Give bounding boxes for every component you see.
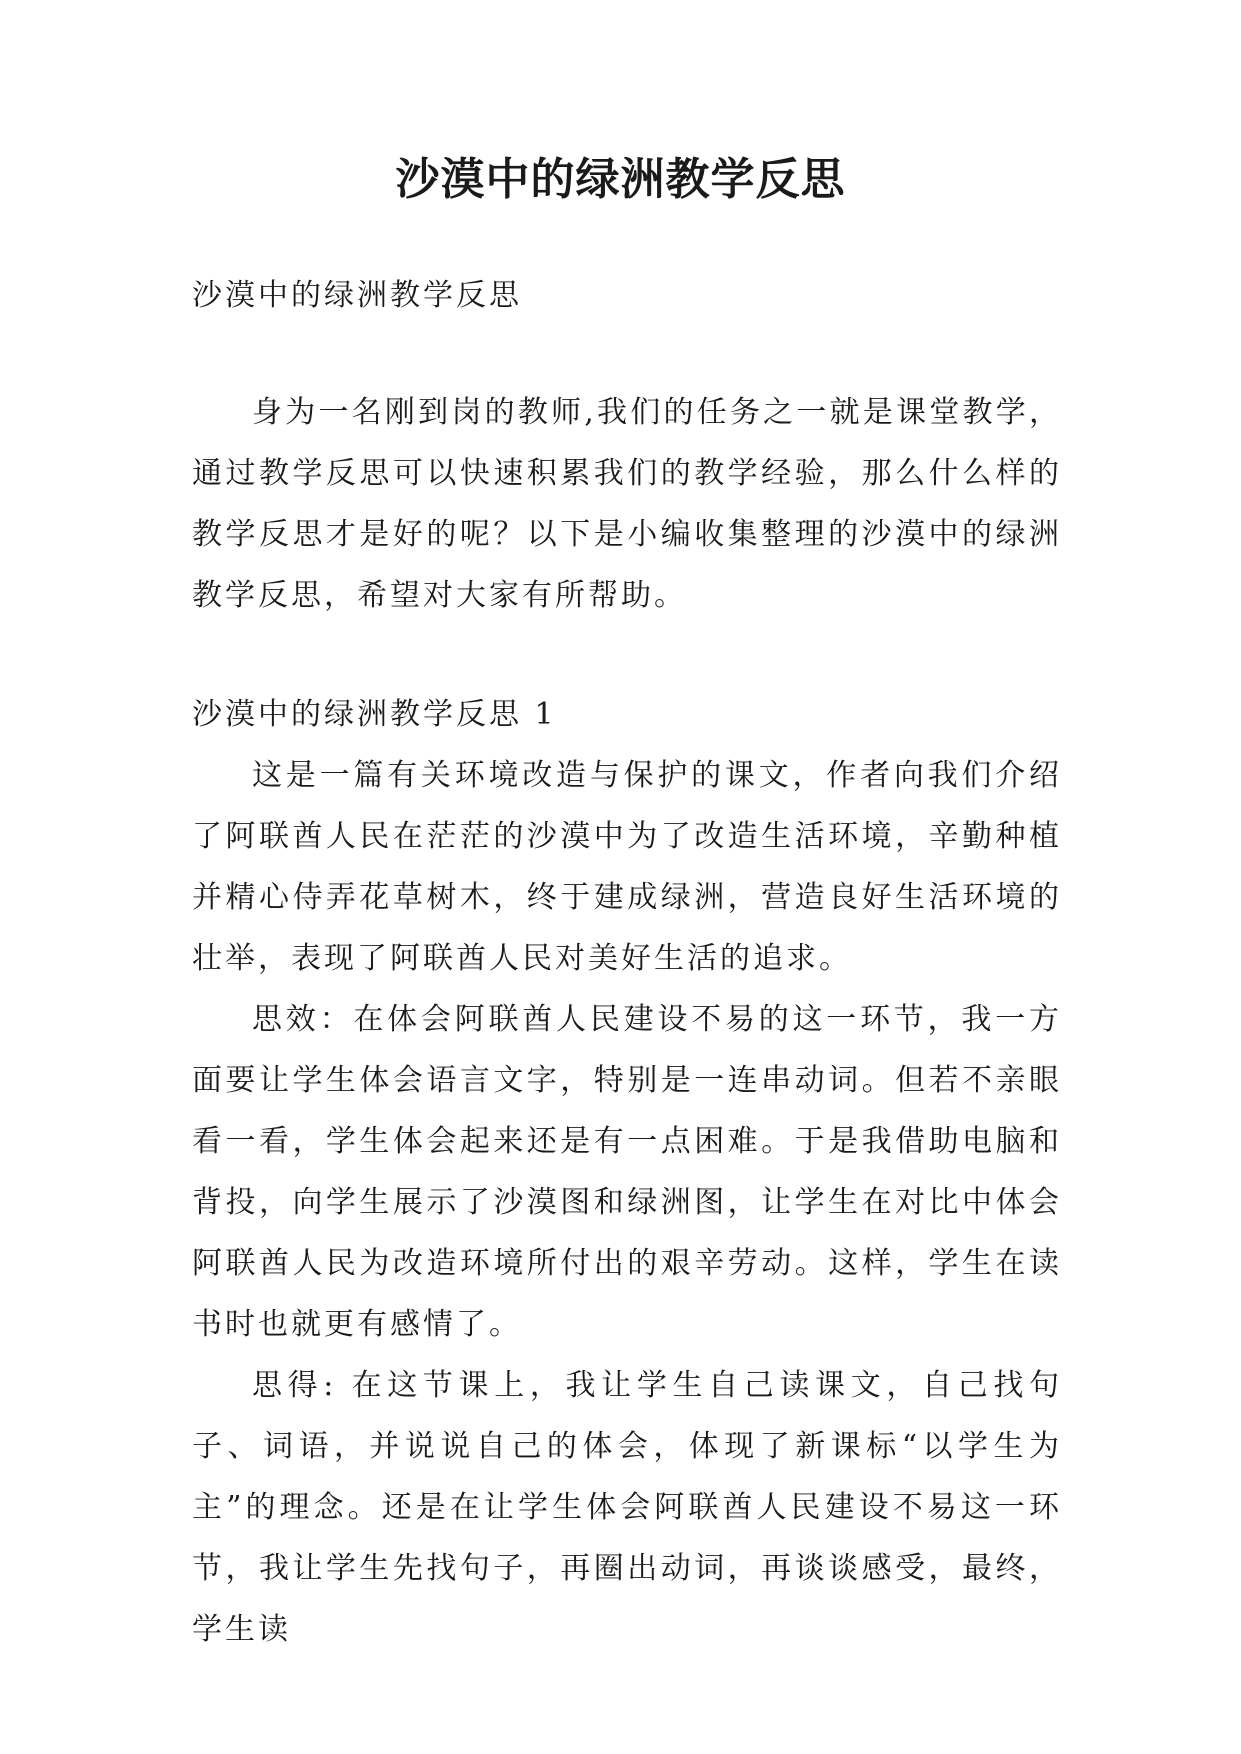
body-paragraph: 这是一篇有关环境改造与保护的课文，作者向我们介绍了阿联酋人民在茫茫的沙漠中为了改造生活环境，辛勤种植并精心侍弄花草树木，终于建成绿洲，营造良好生活环境的壮举，表现了阿联酋人民对美好生活的追求。	[192, 758, 1062, 976]
section-heading: 沙漠中的绿洲教学反思 1	[192, 697, 557, 732]
body-paragraph: 思得: 在这节课上，我让学生自己读课文，自己找句子、词语，并说说自己的体会，体现了新课标“以学生为主”的理念。还是在让学生体会阿联酋人民建设不易这一环节，我让学生先找句子，再圈出动词，再谈谈感受，最终，学生读	[192, 1368, 1062, 1647]
intro-paragraph: 身为一名刚到岗的教师,我们的任务之一就是课堂教学，通过教学反思可以快速积累我们的教学经验，那么什么样的教学反思才是好的呢？以下是小编收集整理的沙漠中的绿洲教学反思，希望对大家有所帮助。	[192, 395, 1062, 613]
document-subtitle: 沙漠中的绿洲教学反思	[192, 278, 522, 313]
document-body	[192, 265, 1062, 1660]
document-title: 沙漠中的绿洲教学反思	[395, 154, 846, 205]
body-paragraph: 思效：在体会阿联酋人民建设不易的这一环节，我一方面要让学生体会语言文字，特别是一连串动词。但若不亲眼看一看，学生体会起来还是有一点困难。于是我借助电脑和背投，向学生展示了沙漠图和绿洲图，让学生在对比中体会阿联酋人民为改造环境所付出的艰辛劳动。这样，学生在读书时也就更有感情了。	[192, 1002, 1062, 1342]
